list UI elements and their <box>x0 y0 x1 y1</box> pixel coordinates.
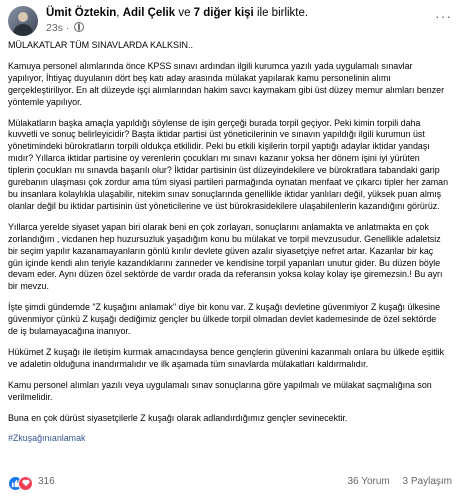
post-footer <box>8 474 452 492</box>
author-line <box>46 6 432 21</box>
post-time[interactable]: 23s <box>46 22 63 34</box>
paragraph-1: Kamuya personel alımlarında önce KPSS sınavı ardından ilgili kurumca yazılı yada uygulamalı sınavlar yapılıyor, İhtiyaç duyulanın dört beş katı aday arasında mülakat yapılarak kamu personelinin alımı gerçekleştiriliyor. En alt düzeyde işçi alımlarından hakim savcı kaymakam gibi üst düzey memur alımları benzer yöntemle yapılıyor. <box>8 60 445 107</box>
tagged-suffix: ile birlikte. <box>256 7 309 19</box>
comma: , <box>116 7 120 19</box>
avatar-head <box>18 12 28 22</box>
love-icon <box>18 476 33 491</box>
and-word: ve <box>178 7 191 19</box>
paragraph-5: Hükümet Z kuşağı ile iletişim kurmak amacındaysa bence gençlerin güvenini kazanmalı onlara bu ülkede eşitlik ve adaletin olduğuna inandırmalıdır ve ilk aşamada tüm sınavlarda mülakatları kaldırmalıdır. <box>8 346 445 369</box>
paragraph-4: İşte şimdi gündemde "Z kuşağını anlamak" diye bir konu var. Z kuşağı devletine güvenmiyor Z kuşağı ülkesine güvenmiyor çünkü Z kuşağı dediğimiz gençler bu ülkede torpil olmadan devlet kademesinde de özel sektörde de iş bulamayacağına inanıyor. <box>8 302 441 337</box>
more-options-icon[interactable]: ··· <box>435 8 452 24</box>
reaction-count[interactable]: 316 <box>38 476 55 487</box>
tagged-person[interactable]: Adil Çelik <box>122 7 176 19</box>
paragraph-3: Yıllarca yerelde siyaset yapan biri olarak beni en çok zorlayan, sonuçlarını anlamakta ve anlatmakta en çok zorlandığım , vicdanen hep huzursuzluk yaşadığım konu bu mülakat ve torpil mevzusudur. Genellikle adaletsiz bir seçim yapılır kazanamayanların gönlü kırılır devlete güven azalır siyasetçiye nefret artar. Kazanlar bir kaç gün içinde kendi alın teriyle kazandıklarını zanneder ve kendisine torpil yapanları unutur gider. Bu düzen böyle devam eder. Aynı düzen özel sektörde de vardır orada da referansın yoksa kolay kolay işe giremezsin.! Bu ayrı bir mevzu. <box>8 221 443 292</box>
engagement-stats <box>337 476 452 487</box>
globe-icon <box>74 22 84 32</box>
post-title: MÜLAKATLAR TÜM SINAVLARDA KALKSIN.. <box>8 40 194 50</box>
post-timestamp-row: 23s · <box>46 21 84 35</box>
post-body <box>8 40 448 454</box>
paragraph-2: Mülakatların başka amaçla yapıldığı söylense de işin gerçeği burada torpil geçiyor. Peki kimin torpili daha kuvvetli ve sonuç belirleyicidir? Başta iktidar partisi üst yöneticilerinin ve sınavın yapıldığı ilgili kurumun üst yönetimindeki bürokratların torpili oldukça etkilidir. Peki bu etkili kişilerin torpil yaptığı adaylar iktidar yandaşı mıdır? Yıllarca iktidar partisine oy verenlerin çocukları mı sınavı kazanır yoksa her dönem işini iyi yürüten tiplerin çocukları mı sınavda başarılı olur? İktidar partisinin üst düzeyindekilere ve bürokratlara tabandaki garip gurebanın ulaşması çok zordur ama tüm siyasi partileri parmağında oynatan menfaat ve çıkarcı tipler her zaman bu insanlara kolaylıkla ulaşabilir, nitekim sınav sonuçlarında genellikle iktidar yanlıları değil, yüksek puan almış olanlar değil bu iktidar partisinin üst yöneticilerine ve üst bürokrasidekilere ulaşabilenlerin kazandığını görürüz. <box>8 117 449 211</box>
tagged-others[interactable]: 7 diğer kişi <box>193 7 254 19</box>
avatar-body <box>13 24 33 36</box>
paragraph-7: Buna en çok dürüst siyasetçilerle Z kuşağı olarak adlandırdığımız gençler sevinecektir. <box>8 412 348 423</box>
shares-count[interactable]: 3 Paylaşım <box>402 476 452 487</box>
post-header <box>8 6 452 36</box>
author-name[interactable]: Ümit Öztekin <box>46 7 117 19</box>
paragraph-6: Kamu personel alımları yazılı veya uygulamalı sınav sonuçlarına göre yapılmalı ve mülakat saçmalığına son verilmelidir. <box>8 379 432 402</box>
hashtag-link[interactable]: #Zkuşağınıanlamak <box>8 433 86 444</box>
comments-count[interactable]: 36 Yorum <box>347 476 390 487</box>
author-avatar[interactable] <box>8 6 38 36</box>
